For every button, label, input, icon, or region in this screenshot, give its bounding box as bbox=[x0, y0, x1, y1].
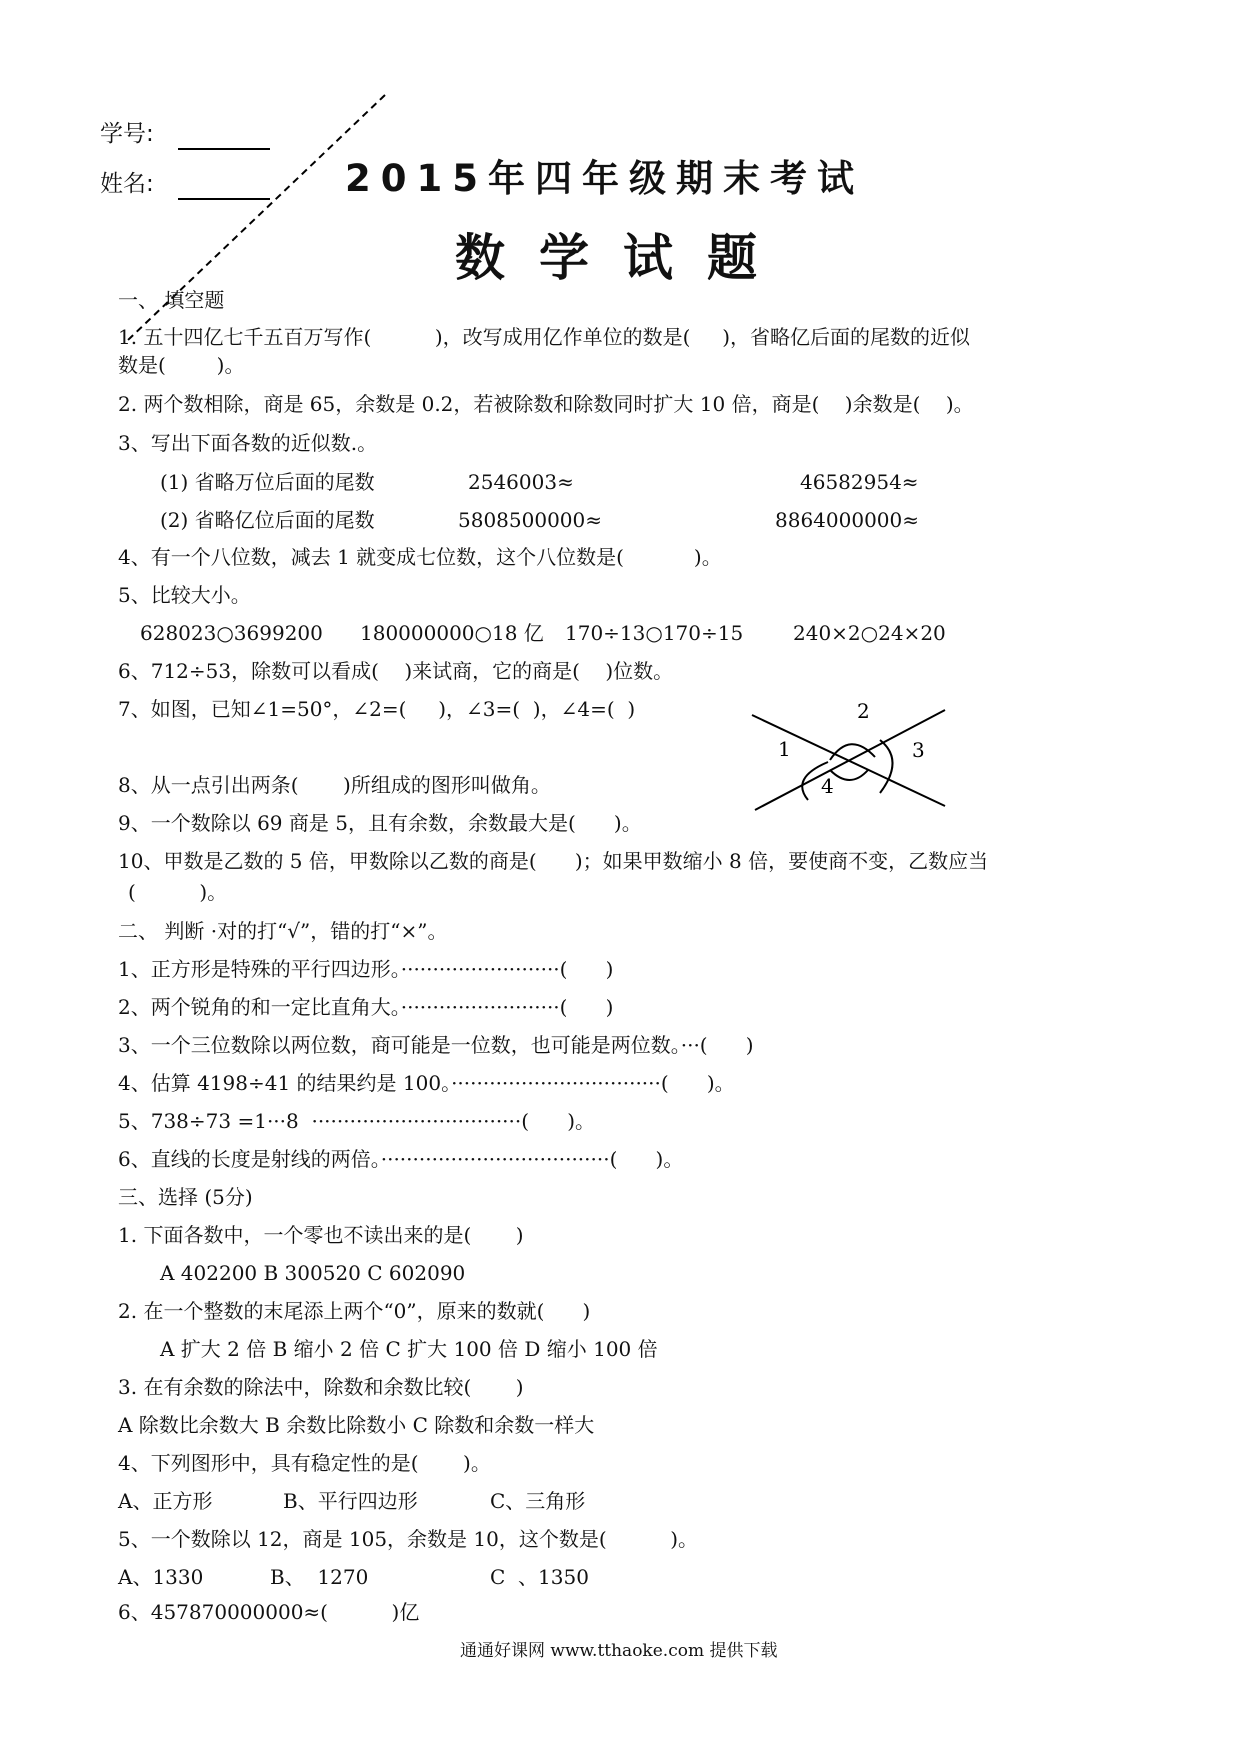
question-1-3-2-label: (2) 省略亿位后面的尾数 bbox=[160, 508, 375, 532]
student-id-label: 学号: bbox=[100, 121, 154, 147]
section-2-heading: 二、 判断 ·对的打“√”，错的打“×”。 bbox=[118, 919, 448, 943]
judgement-item-4: 4、估算 4198÷41 的结果约是 100。·································( )。 bbox=[118, 1071, 735, 1095]
question-1-10-line-2: ( )。 bbox=[128, 880, 228, 904]
choice-question-2: 2. 在一个整数的末尾添上两个“0”，原来的数就( ) bbox=[118, 1299, 591, 1323]
choice-question-1-options: A 402200 B 300520 C 602090 bbox=[160, 1261, 466, 1285]
exam-subtitle: 数学试题 bbox=[455, 228, 791, 287]
question-1-5-a: 628023○3699200 bbox=[140, 621, 323, 645]
question-1-1-line-1: 1. 五十四亿七千五百万写作( )，改写成用亿作单位的数是( )，省略亿后面的尾数的近似 bbox=[118, 325, 971, 349]
judgement-item-2: 2、两个锐角的和一定比直角大。·························( ) bbox=[118, 995, 614, 1019]
judgement-item-5: 5、738÷73 =1···8 ·································( )。 bbox=[118, 1109, 596, 1133]
section-3-heading: 三、选择 (5分) bbox=[118, 1185, 253, 1209]
question-1-9: 9、一个数除以 69 商是 5，且有余数，余数最大是( )。 bbox=[118, 811, 642, 835]
choice-question-5-option-a: A、1330 bbox=[118, 1565, 204, 1589]
choice-question-5-option-b: B、 1270 bbox=[270, 1565, 369, 1589]
choice-question-5-option-c: C 、1350 bbox=[490, 1565, 589, 1589]
angle-arc-4 bbox=[830, 770, 868, 780]
choice-question-3: 3. 在有余数的除法中，除数和余数比较( ) bbox=[118, 1375, 524, 1399]
page-footer: 通通好课网 www.tthaoke.com 提供下载 bbox=[460, 1641, 778, 1661]
question-1-1-line-2: 数是( )。 bbox=[118, 353, 245, 377]
angle-arc-3 bbox=[880, 740, 893, 793]
exam-title: 2015年四年级期末考试 bbox=[345, 157, 864, 200]
choice-question-4-option-a: A、正方形 bbox=[118, 1489, 213, 1513]
choice-question-1: 1. 下面各数中，一个零也不读出来的是( ) bbox=[118, 1223, 524, 1247]
choice-question-4-option-c: C、三角形 bbox=[490, 1489, 586, 1513]
figure-label-3: 3 bbox=[912, 738, 925, 762]
question-1-10-line-1: 10、甲数是乙数的 5 倍，甲数除以乙数的商是( )；如果甲数缩小 8 倍，要使商不变，乙数应当 bbox=[118, 849, 989, 873]
question-1-3-1-b: 46582954≈ bbox=[800, 470, 919, 494]
choice-question-4-option-b: B、平行四边形 bbox=[283, 1489, 418, 1513]
choice-question-6: 6、457870000000≈( )亿 bbox=[118, 1600, 420, 1624]
figure-label-4: 4 bbox=[821, 774, 834, 798]
choice-question-3-options: A 除数比余数大 B 余数比除数小 C 除数和余数一样大 bbox=[118, 1413, 595, 1437]
question-1-8: 8、从一点引出两条( )所组成的图形叫做角。 bbox=[118, 773, 551, 797]
judgement-item-6: 6、直线的长度是射线的两倍。····································( )。 bbox=[118, 1147, 684, 1171]
question-1-3: 3、写出下面各数的近似数.。 bbox=[118, 431, 378, 455]
question-1-3-1-a: 2546003≈ bbox=[468, 470, 574, 494]
judgement-item-1: 1、正方形是特殊的平行四边形。·························( ) bbox=[118, 957, 614, 981]
student-id-blank[interactable] bbox=[178, 148, 270, 150]
question-1-3-2-b: 8864000000≈ bbox=[775, 508, 920, 532]
question-1-5-c: 170÷13○170÷15 bbox=[565, 621, 744, 645]
choice-question-4: 4、下列图形中，具有稳定性的是( )。 bbox=[118, 1451, 491, 1475]
choice-question-2-options: A 扩大 2 倍 B 缩小 2 倍 C 扩大 100 倍 D 缩小 100 倍 bbox=[160, 1337, 658, 1361]
figure-label-2: 2 bbox=[857, 699, 870, 723]
question-1-7: 7、如图，已知∠1=50°，∠2=( )，∠3=( )，∠4=( ) bbox=[118, 697, 636, 721]
figure-label-1: 1 bbox=[778, 737, 791, 761]
choice-question-5: 5、一个数除以 12，商是 105，余数是 10，这个数是( )。 bbox=[118, 1527, 699, 1551]
section-1-heading: 一、 填空题 bbox=[118, 288, 225, 312]
question-1-5: 5、比较大小。 bbox=[118, 583, 251, 607]
question-1-3-1-label: (1) 省略万位后面的尾数 bbox=[160, 470, 375, 494]
question-1-5-d: 240×2○24×20 bbox=[793, 621, 946, 645]
question-1-5-b: 180000000○18 亿 bbox=[360, 621, 544, 645]
student-name-blank[interactable] bbox=[178, 198, 270, 200]
student-name-label: 姓名: bbox=[100, 171, 154, 197]
angle-figure bbox=[752, 699, 945, 810]
judgement-item-3: 3、一个三位数除以两位数，商可能是一位数，也可能是两位数。···( ) bbox=[118, 1033, 754, 1057]
question-1-6: 6、712÷53，除数可以看成( )来试商，它的商是( )位数。 bbox=[118, 659, 674, 683]
question-1-4: 4、有一个八位数，减去 1 就变成七位数，这个八位数是( )。 bbox=[118, 545, 722, 569]
question-1-2: 2. 两个数相除，商是 65，余数是 0.2，若被除数和除数同时扩大 10 倍，商是( )余数是( )。 bbox=[118, 392, 974, 416]
question-1-3-2-a: 5808500000≈ bbox=[458, 508, 603, 532]
